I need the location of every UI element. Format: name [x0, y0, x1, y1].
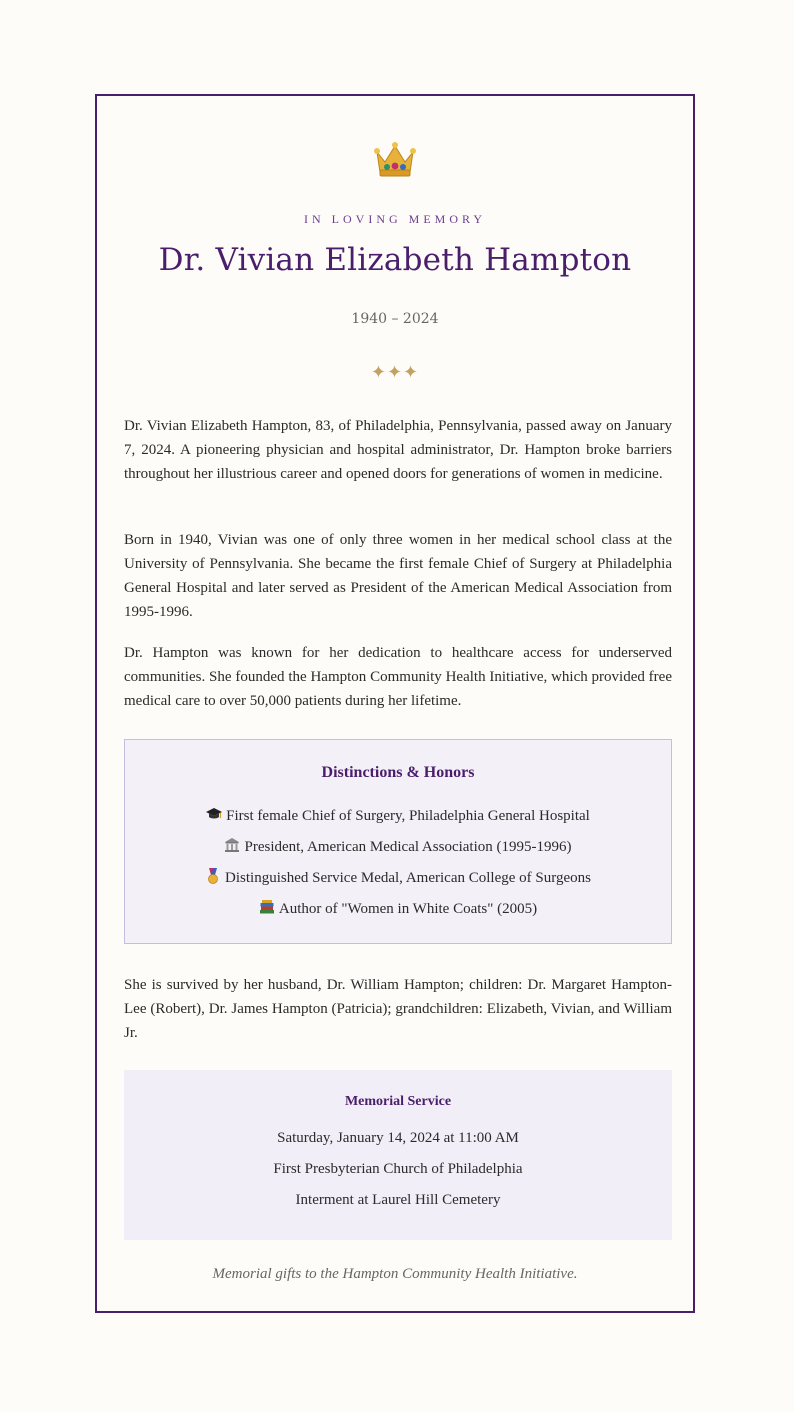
- list-item: [125, 894, 671, 925]
- service-title: Memorial Service: [344, 1094, 452, 1109]
- honors-panel: [124, 739, 672, 944]
- graduation-cap-icon: [206, 806, 222, 822]
- obituary-paragraph-1: [124, 414, 672, 486]
- honor-text: Author of "Women in White Coats" (2005): [278, 901, 538, 917]
- survivors-paragraph: [124, 973, 672, 1045]
- books-icon: [259, 899, 275, 915]
- honor-text: First female Chief of Surgery, Philadelphia General Hospital: [226, 808, 590, 824]
- memorial-service-panel: [124, 1070, 672, 1240]
- medal-icon: [205, 868, 221, 884]
- honor-text: President, American Medical Association (1995-1996): [244, 839, 572, 855]
- honors-list: [125, 801, 671, 925]
- service-date: Saturday, January 14, 2024 at 11:00 AM: [277, 1130, 519, 1146]
- memorial-gifts-note: Memorial gifts to the Hampton Community Health Initiative.: [212, 1266, 578, 1282]
- paragraph-text: Dr. Hampton was known for her dedication to healthcare access for underserved communities. She founded the Hampton Community Health Initiative, which provided free medical care to over 50,000 patients during her lifetime.: [124, 645, 672, 709]
- paragraph-text: She is survived by her husband, Dr. William Hampton; children: Dr. Margaret Hampton-Lee (Robert), Dr. James Hampton (Patricia); grandchildren: Elizabeth, Vivian, and William Jr.: [124, 977, 672, 1041]
- paragraph-text: Born in 1940, Vivian was one of only three women in her medical school class at the University of Pennsylvania. She became the first female Chief of Surgery at Philadelphia General Hospital and later served as President of the American Medical Association from 1995-1996.: [124, 532, 672, 620]
- paragraph-text: Dr. Vivian Elizabeth Hampton, 83, of Philadelphia, Pennsylvania, passed away on January 7, 2024. A pioneering physician and hospital administrator, Dr. Hampton broke barriers throughout her illustrious career and opened doors for generations of women in medicine.: [124, 418, 672, 482]
- eyebrow-text: IN LOVING MEMORY: [304, 212, 486, 226]
- obituary-paragraph-2: [124, 528, 672, 624]
- list-item: [125, 863, 671, 894]
- classical-building-icon: [224, 837, 240, 853]
- obituary-paragraph-3: [124, 641, 672, 713]
- star-ornament-icon: ✦✦✦: [370, 362, 420, 383]
- memorial-card: [95, 94, 695, 1313]
- list-item: [125, 832, 671, 863]
- list-item: [125, 801, 671, 832]
- honor-text: Distinguished Service Medal, American College of Surgeons: [225, 870, 591, 886]
- life-years: 1940 – 2024: [351, 311, 439, 327]
- crown-icon: [97, 140, 693, 180]
- deceased-name: Dr. Vivian Elizabeth Hampton: [158, 242, 632, 278]
- honors-title: Distinctions & Honors: [321, 764, 475, 781]
- service-interment: Interment at Laurel Hill Cemetery: [295, 1192, 501, 1208]
- service-venue: First Presbyterian Church of Philadelphia: [273, 1161, 523, 1177]
